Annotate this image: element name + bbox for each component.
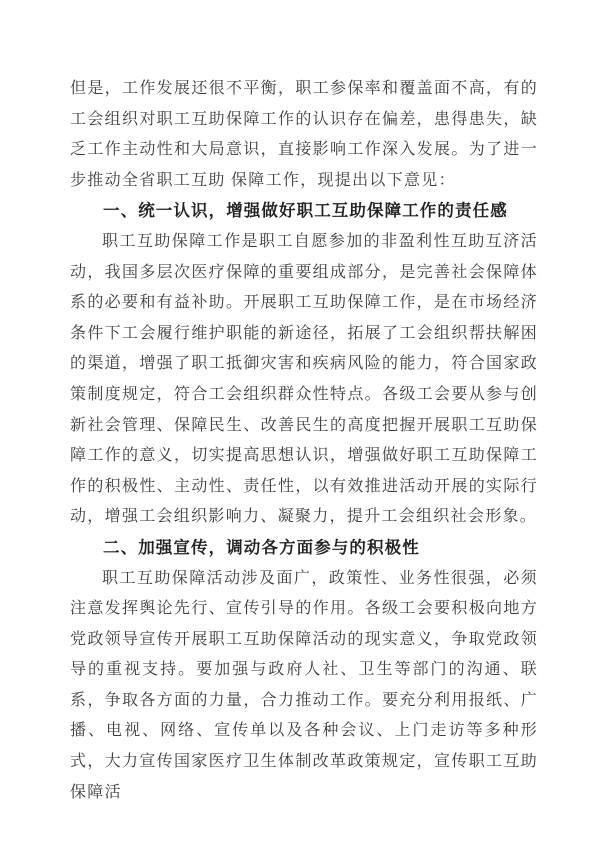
section-2-heading: 二、加强宣传，调动各方面参与的积极性 xyxy=(103,538,420,557)
document-content xyxy=(70,74,538,808)
section-1-paragraph: 职工互助保障工作是职工自愿参加的非盈利性互助互济活动，我国多层次医疗保障的重要组成部分，是完善社会保障体系的必要和有益补助。开展职工互助保障工作，是在市场经济条件下工会履行维护职能的新途径，拓展了工会组织帮扶解困的渠道，增强了职工抵御灾害和疾病风险的能力，符合国家政策制度规定，符合工会组织群众性特点。各级工会要从参与创新社会管理、保障民生、改善民生的高度把握开展职工互助保障工作的意义，切实提高思想认识，增强做好职工互助保障工作的积极性、主动性、责任性，以有效推进活动开展的实际行动，增强工会组织影响力、凝聚力，提升工会组织社会形象。 xyxy=(70,232,538,526)
section-2-paragraph: 职工互助保障活动涉及面广，政策性、业务性很强，必须注意发挥舆论先行、宣传引导的作用。各级工会要积极向地方党政领导宣传开展职工互助保障活动的现实意义，争取党政领导的重视支持。要加强与政府人社、卫生等部门的沟通、联系，争取各方面的力量，合力推动工作。要充分利用报纸、广播、电视、网络、宣传单以及各种会议、上门走访等多种形式，大力宣传国家医疗卫生体制改革政策规定，宣传职工互助保障活 xyxy=(70,569,538,801)
section-1-heading: 一、统一认识，增强做好职工互助保障工作的责任感 xyxy=(103,202,508,221)
intro-paragraph: 但是，工作发展还很不平衡，职工参保率和覆盖面不高，有的工会组织对职工互助保障工作的认识存在偏差，患得患失，缺乏工作主动性和大局意识，直接影响工作深入发展。为了进一步推动全省职工互助 保障工作，现提出以下意见： xyxy=(70,80,538,189)
